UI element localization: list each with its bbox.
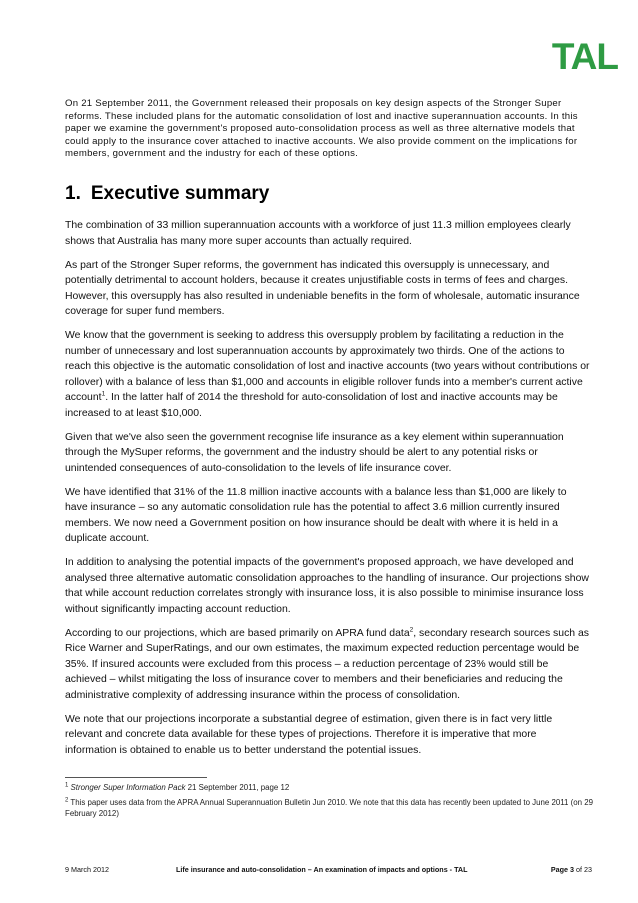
intro-paragraph: On 21 September 2011, the Government released their proposals on key design aspects of the Stronger Super reforms. These included plans for the automatic consolidation of lost and inactive superannuation accounts. In this paper we examine the government's proposed auto-consolidation process as well as three alternative models that could apply to the insurance cover attached to inactive accounts. We also provide comment on the implications for members, government and the industry for each of these options. xyxy=(65,98,578,159)
page-total: of 23 xyxy=(574,865,592,874)
paragraph-2: As part of the Stronger Super reforms, the government has indicated this oversupply is unnecessary, and potentially detrimental to account holders, because it creates unjustifiable costs in terms of fees and charges. However, this oversupply has also resulted in undeniable benefits in the form of wholesale, automatic insurance coverage for super fund members. xyxy=(65,259,580,317)
footnote-2 xyxy=(65,797,595,820)
page-footer xyxy=(65,865,592,877)
logo-text: TAL xyxy=(551,36,618,77)
paragraph-3 xyxy=(65,328,590,421)
footnote-text: This paper uses data from the APRA Annual Superannuation Bulletin Jun 2010. We note that this data has recently been updated to June 2011 (on 29 February 2012) xyxy=(65,797,593,818)
footnote-ref-2: 2 xyxy=(409,626,414,634)
paragraph-5: We have identified that 31% of the 11.8 million inactive accounts with a balance less than $1,000 are likely to have insurance – so any automatic consolidation rule has the potential to affect 3.6 million currently insured members. We now need a Government position on how insurance should be dealt with where it is held in a duplicate account. xyxy=(65,486,567,544)
footnote-text: 21 September 2011, page 12 xyxy=(185,783,290,792)
footnotes xyxy=(65,782,595,823)
footnote-ref-1: 1 xyxy=(101,390,106,398)
paragraph-7-text-a: According to our projections, which are based primarily on APRA fund data xyxy=(65,627,410,639)
footer-page-number xyxy=(551,865,592,874)
footer-title: Life insurance and auto-consolidation – An examination of impacts and options - TAL xyxy=(176,865,468,874)
body-text xyxy=(65,218,590,767)
footnote-number: 2 xyxy=(65,796,69,803)
footnote-number: 1 xyxy=(65,782,69,789)
paragraph-7-text-b: , secondary research sources such as Rice Warner and SuperRatings, and our own estimates, the maximum expected reduction percentage would be 35%. If insured accounts were excluded from this process – a reduction percentage of 23% would still be achieved – whilst mitigating the loss of insurance cover to members and their beneficiaries and reducing the administrative complexity of addressing insurance within the process of consolidation. xyxy=(65,627,590,701)
footer-date: 9 March 2012 xyxy=(65,865,109,874)
paragraph-7 xyxy=(65,626,590,704)
paragraph-3-text-a: We know that the government is seeking to address this oversupply problem by facilitating a reduction in the number of unnecessary and lost superannuation accounts by approximately two thirds. One of the actions to reach this objective is the automatic consolidation of lost and inactive accounts (two years without contributions or rollover) with a balance of less than $1,000 and accounts in eligible rollover funds into a member's current active account xyxy=(65,330,590,403)
section-title: Executive summary xyxy=(90,183,270,204)
footnote-italic: Stronger Super Information Pack xyxy=(70,783,186,792)
page-label: Page 3 xyxy=(550,865,575,874)
paragraph-6: In addition to analysing the potential impacts of the government's proposed approach, we have developed and analysed three alternative automatic consolidation approaches to the handling of insurance. Our projections show that while account reduction correlates strongly with insurance loss, it is also possible to minimise insurance loss without significantly impacting account reduction. xyxy=(65,557,589,615)
paragraph-1: The combination of 33 million superannuation accounts with a workforce of just 11.3 million employees clearly shows that Australia has many more super accounts than actually required. xyxy=(65,220,571,247)
paragraph-8: We note that our projections incorporate a substantial degree of estimation, given there is in fact very little relevant and concrete data available for these types of projections. Therefore it is imperative that more information is obtained to enable us to better understand the potential issues. xyxy=(65,713,553,756)
footnote-1 xyxy=(65,782,595,794)
footnote-divider xyxy=(65,777,207,778)
paragraph-4: Given that we've also seen the government recognise life insurance as a key element within superannuation through the MySuper reforms, the government and the industry should be alert to any potential risks or unintended consequences of auto-consolidation to the levels of life insurance cover. xyxy=(65,431,564,474)
section-number: 1. xyxy=(65,183,81,204)
section-heading xyxy=(65,183,269,205)
tal-logo xyxy=(552,38,618,75)
paragraph-3-text-b: . In the latter half of 2014 the threshold for auto-consolidation of lost and inactive accounts may be increased to at least $10,000. xyxy=(65,392,558,419)
